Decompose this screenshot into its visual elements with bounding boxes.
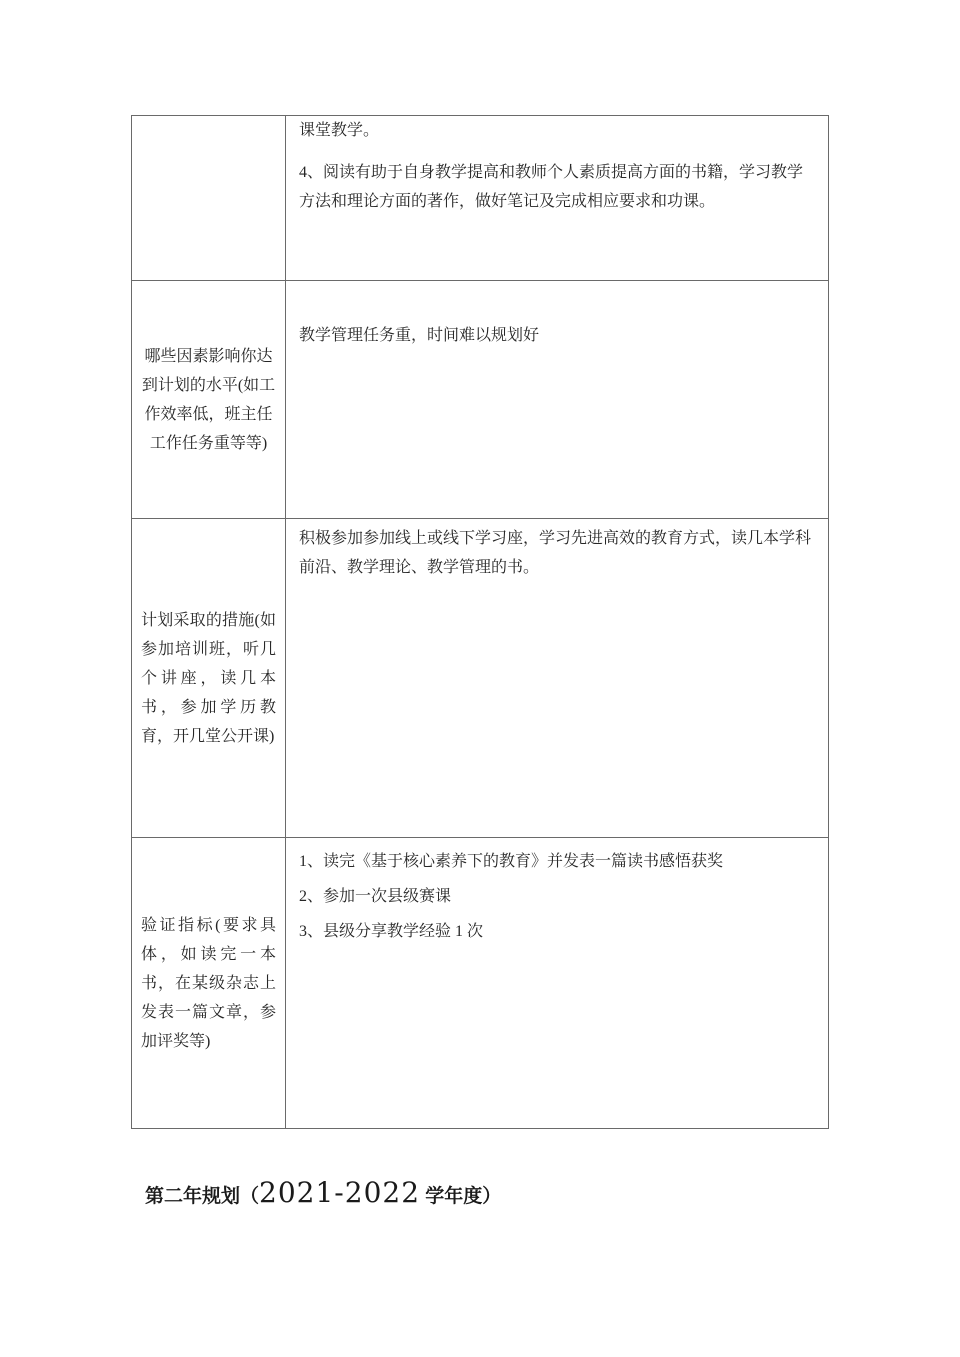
section-heading-open-paren: （ <box>240 1186 260 1207</box>
row-label-cell: 验证指标(要求具体，如读完一本书，在某级杂志上发表一篇文章，参加评奖等) <box>132 838 286 1129</box>
table-row <box>132 281 829 519</box>
paragraph: 积极参加参加线上或线下学习座，学习先进高效的教育方式，读几本学科前沿、教学理论、教学管理的书。 <box>299 530 812 576</box>
section-heading-text: 第二年规划 <box>145 1186 241 1207</box>
row-content-cell <box>286 281 829 519</box>
table-row <box>132 838 829 1129</box>
paragraph: 2、参加一次县级赛课 <box>299 888 452 905</box>
paragraph: 1、读完《基于核心素养下的教育》并发表一篇读书感悟获奖 <box>299 853 724 870</box>
section-heading <box>145 1176 501 1209</box>
row-label-cell <box>132 116 286 281</box>
section-heading-year-range: 2021-2022 <box>259 1176 421 1209</box>
row-label-cell: 计划采取的措施(如参加培训班，听几个讲座，读几本书，参加学历教育，开几堂公开课) <box>132 519 286 838</box>
table-row <box>132 519 829 838</box>
paragraph: 3、县级分享教学经验 1 次 <box>299 923 484 940</box>
row-content-cell <box>286 838 829 1129</box>
plan-table <box>131 115 829 1129</box>
section-heading-suffix: 学年度） <box>420 1186 502 1207</box>
table-row <box>132 116 829 281</box>
paragraph: 4、阅读有助于自身教学提高和教师个人素质提高方面的书籍，学习教学方法和理论方面的著作，做好笔记及完成相应要求和功课。 <box>299 164 804 210</box>
row-content-cell <box>286 116 829 281</box>
row-content-cell <box>286 519 829 838</box>
paragraph: 课堂教学。 <box>299 122 380 139</box>
paragraph: 教学管理任务重，时间难以规划好 <box>299 327 540 344</box>
row-label-cell: 哪些因素影响你达到计划的水平(如工作效率低，班主任工作任务重等等) <box>132 281 286 519</box>
